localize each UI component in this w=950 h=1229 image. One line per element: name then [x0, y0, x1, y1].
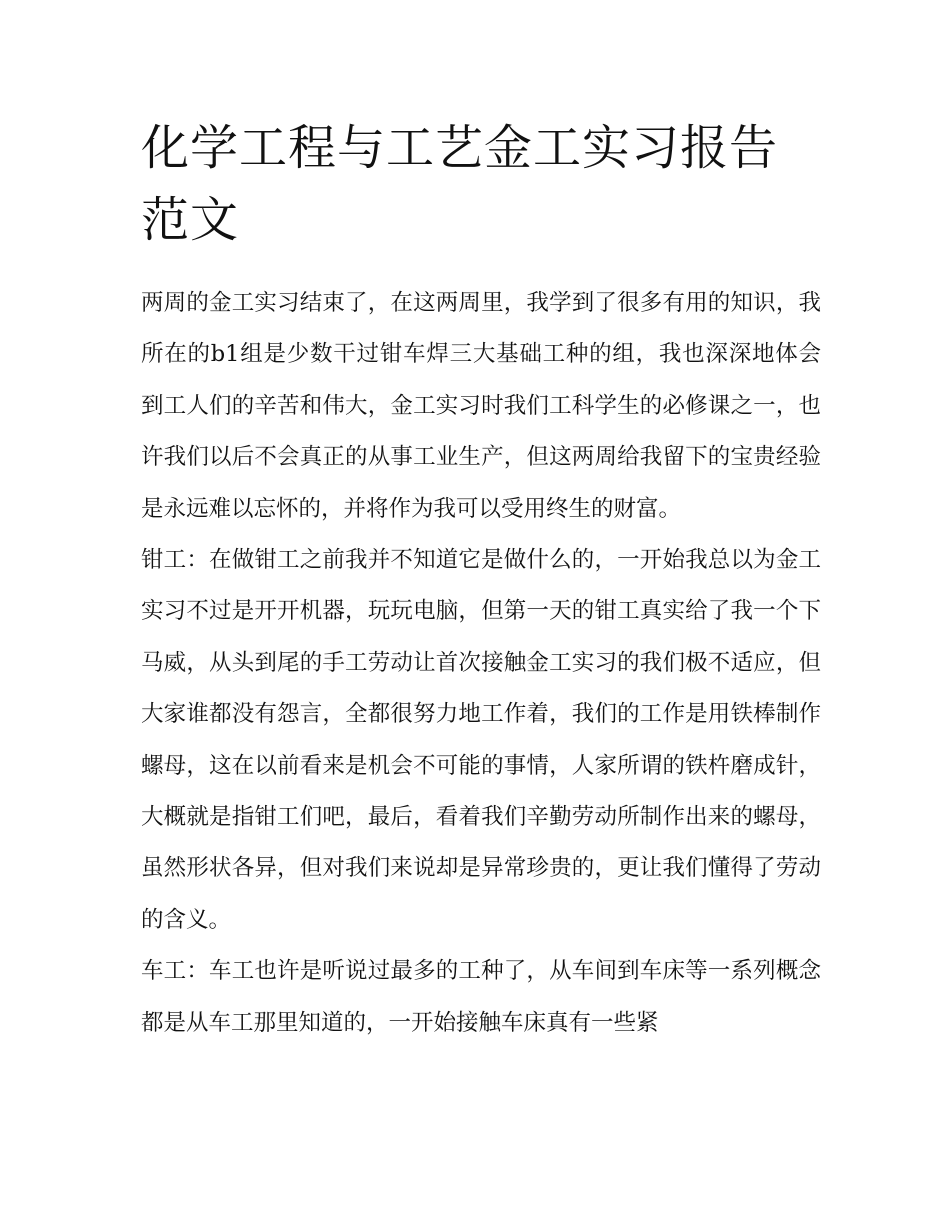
paragraph-intro: 两周的金工实习结束了，在这两周里，我学到了很多有用的知识，我所在的b1组是少数干过钳车焊三大基础工种的组，我也深深地体会到工人们的辛苦和伟大，金工实习时我们工科学生的必修课之一，也许我们以后不会真正的从事工业生产，但这两周给我留下的宝贵经验是永远难以忘怀的，并将作为我可以受用终生的财富。 — [141, 290, 821, 522]
paragraph-lathe: 车工：车工也许是听说过最多的工种了，从车间到车床等一系列概念都是从车工那里知道的，一开始接触车床真有一些紧 — [141, 958, 821, 1036]
document-body — [141, 278, 821, 1049]
document-title: 化学工程与工艺金工实习报告范文 — [141, 120, 779, 248]
paragraph-fitter: 钳工：在做钳工之前我并不知道它是做什么的，一开始我总以为金工实习不过是开开机器，玩玩电脑，但第一天的钳工真实给了我一个下马威，从头到尾的手工劳动让首次接触金工实习的我们极不适应，但大家谁都没有怨言，全都很努力地工作着，我们的工作是用铁棒制作螺母，这在以前看来是机会不可能的事情，人家所谓的铁杵磨成针，大概就是指钳工们吧，最后，看着我们辛勤劳动所制作出来的螺母，虽然形状各异，但对我们来说却是异常珍贵的，更让我们懂得了劳动的含义。 — [141, 547, 821, 933]
